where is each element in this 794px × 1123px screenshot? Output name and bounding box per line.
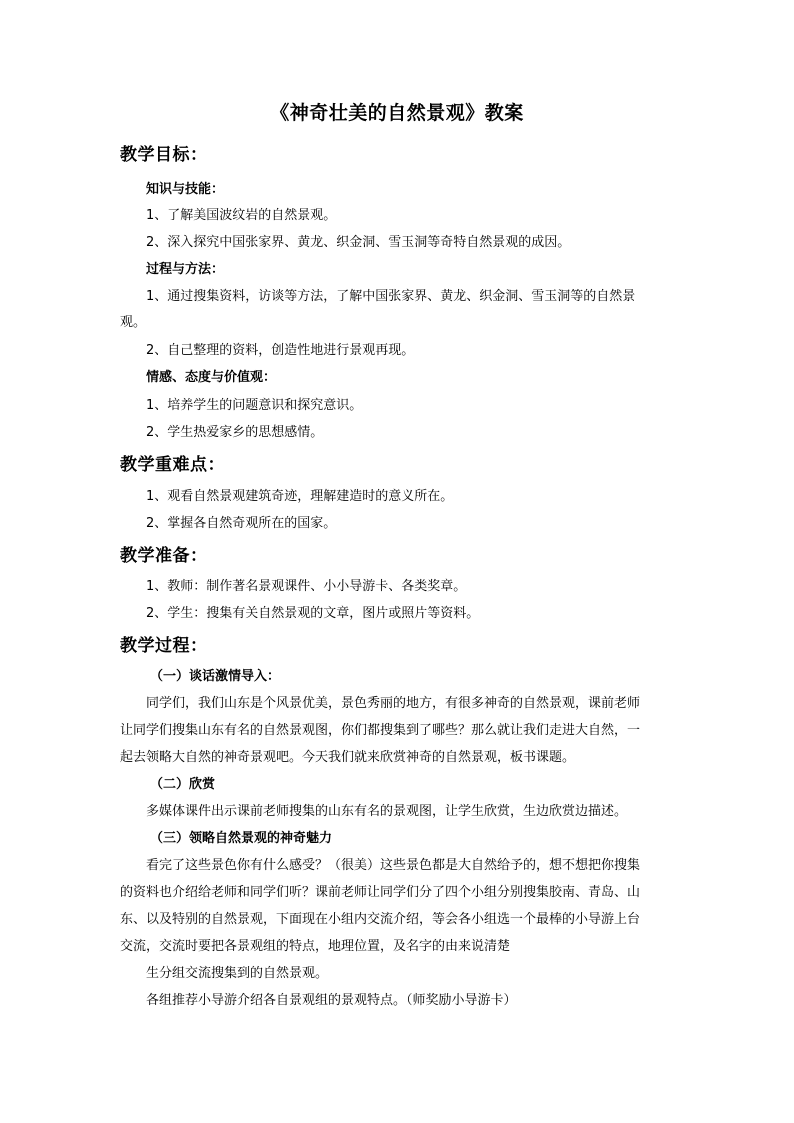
part3-line-2: 的资料也介绍给老师和同学们听？课前老师让同学们分了四个小组分别搜集胶南、青岛、山 xyxy=(120,885,641,900)
difficulties-item-1: 1、观看自然景观建筑奇迹，理解建造时的意义所在。 xyxy=(146,489,454,504)
part3-line-1: 看完了这些景色你有什么感受？（很美）这些景色都是大自然给予的，想不想把你搜集 xyxy=(146,858,641,873)
preparation-heading: 教学准备： xyxy=(120,546,208,566)
teaching-process-heading: 教学过程： xyxy=(120,636,208,656)
preparation-item-2: 2、学生：搜集有关自然景观的文章，图片或照片等资料。 xyxy=(146,606,480,621)
process-method-item-2: 2、自己整理的资料，创造性地进行景观再现。 xyxy=(146,343,415,358)
emotion-item-2: 2、学生热爱家乡的思想感情。 xyxy=(146,425,324,440)
part2-heading: （二）欣赏 xyxy=(150,777,216,792)
part2-line: 多媒体课件出示课前老师搜集的山东有名的景观图，让学生欣赏，生边欣赏边描述。 xyxy=(146,804,628,819)
knowledge-item-1: 1、了解美国波纹岩的自然景观。 xyxy=(146,208,337,223)
part1-heading: （一）谈话激情导入： xyxy=(150,669,281,684)
preparation-item-1: 1、教师：制作著名景观课件、小小导游卡、各类奖章。 xyxy=(146,579,467,594)
process-method-item-1-cont: 观。 xyxy=(120,315,147,330)
objectives-heading: 教学目标： xyxy=(120,145,208,165)
part3-line-5: 生分组交流搜集到的自然景观。 xyxy=(146,966,329,981)
difficulties-heading: 教学重难点： xyxy=(120,455,225,475)
part1-line-1: 同学们，我们山东是个风景优美，景色秀丽的地方，有很多神奇的自然景观，课前老师 xyxy=(146,696,641,711)
process-method-heading: 过程与方法： xyxy=(146,262,225,277)
part3-line-4: 交流，交流时要把各景观组的特点，地理位置，及名字的由来说清楚 xyxy=(120,939,511,954)
part3-line-3: 东、以及特别的自然景观，下面现在小组内交流介绍，等会各小组选一个最棒的小导游上台 xyxy=(120,912,641,927)
process-method-item-1: 1、通过搜集资料，访谈等方法，了解中国张家界、黄龙、织金洞、雪玉洞等的自然景 xyxy=(146,289,636,304)
emotion-item-1: 1、培养学生的问题意识和探究意识。 xyxy=(146,398,363,413)
part1-line-2: 让同学们搜集山东有名的自然景观图，你们都搜集到了哪些？那么就让我们走进大自然，一 xyxy=(120,723,641,738)
part1-line-3: 起去领略大自然的神奇景观吧。今天我们就来欣赏神奇的自然景观，板书课题。 xyxy=(120,750,576,765)
knowledge-item-2: 2、深入探究中国张家界、黄龙、织金洞、雪玉洞等奇特自然景观的成因。 xyxy=(146,235,571,250)
part3-heading: （三）领略自然景观的神奇魅力 xyxy=(150,831,333,846)
knowledge-heading: 知识与技能： xyxy=(146,182,225,197)
document-title: 《神奇壮美的自然景观》教案 xyxy=(270,102,524,124)
difficulties-item-2: 2、掌握各自然奇观所在的国家。 xyxy=(146,516,337,531)
part3-line-6: 各组推荐小导游介绍各自景观组的景观特点。（师奖励小导游卡） xyxy=(146,993,517,1008)
emotion-heading: 情感、态度与价值观： xyxy=(146,370,277,385)
